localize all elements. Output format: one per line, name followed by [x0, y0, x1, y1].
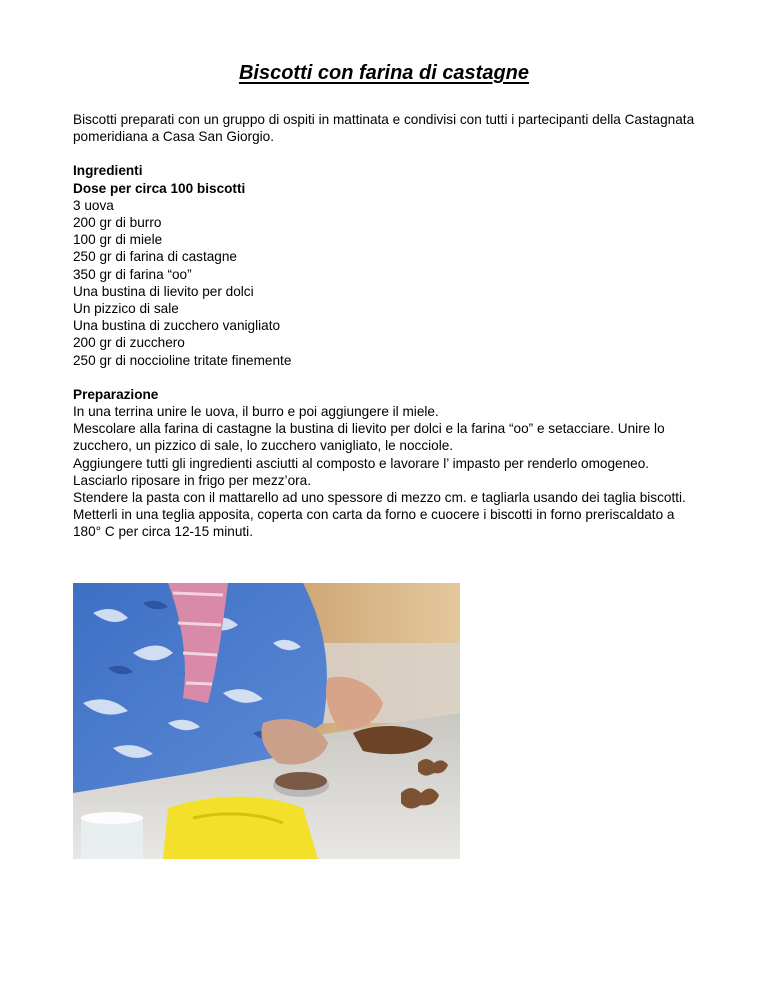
preparation-step: Lasciarlo riposare in frigo per mezz’ora. [73, 472, 311, 488]
recipe-photo [73, 583, 460, 859]
ingredient-item: Un pizzico di sale [73, 301, 179, 317]
ingredient-item: Una bustina di zucchero vanigliato [73, 318, 281, 334]
recipe-intro: Biscotti preparati con un gruppo di ospiti in mattinata e condivisi con tutti i partecipanti della Castagnata pomeridiana a Casa San Giorgio. [73, 112, 695, 145]
preparation-step: Stendere la pasta con il mattarello ad uno spessore di mezzo cm. e tagliarla usando dei taglia biscotti. [73, 490, 686, 506]
preparation-section [73, 386, 703, 541]
preparation-step: Aggiungere tutti gli ingredienti asciutti al composto e lavorare l’ impasto per renderlo omogeneo. [73, 455, 650, 471]
recipe-title: Biscotti con farina di castagne [238, 62, 530, 84]
ingredient-item: 250 gr di farina di castagne [73, 249, 237, 265]
preparation-heading: Preparazione [73, 386, 159, 402]
ingredient-item: 350 gr di farina “oo” [73, 266, 192, 282]
ingredient-item: 200 gr di burro [73, 215, 162, 231]
ingredient-item: 3 uova [73, 197, 114, 213]
ingredient-item: 200 gr di zucchero [73, 335, 185, 351]
preparation-step: In una terrina unire le uova, il burro e poi aggiungere il miele. [73, 404, 439, 420]
recipe-body [73, 111, 703, 558]
dose-line: Dose per circa 100 biscotti [73, 180, 246, 196]
ingredient-item: 250 gr di noccioline tritate finemente [73, 352, 292, 368]
preparation-step: Metterli in una teglia apposita, coperta con carta da forno e cuocere i biscotti in forno preriscaldato a 180° C per circa 12-15 minuti. [73, 507, 675, 540]
preparation-step: Mescolare alla farina di castagne la bustina di lievito per dolci e la farina “oo” e setacciare. Unire lo zucchero, un pizzico di sale, lo zucchero vanigliato, le nocciole. [73, 421, 665, 454]
ingredient-item: Una bustina di lievito per dolci [73, 283, 254, 299]
ingredients-heading: Ingredienti [73, 163, 143, 179]
ingredient-item: 100 gr di miele [73, 232, 163, 248]
ingredients-section [73, 162, 703, 368]
